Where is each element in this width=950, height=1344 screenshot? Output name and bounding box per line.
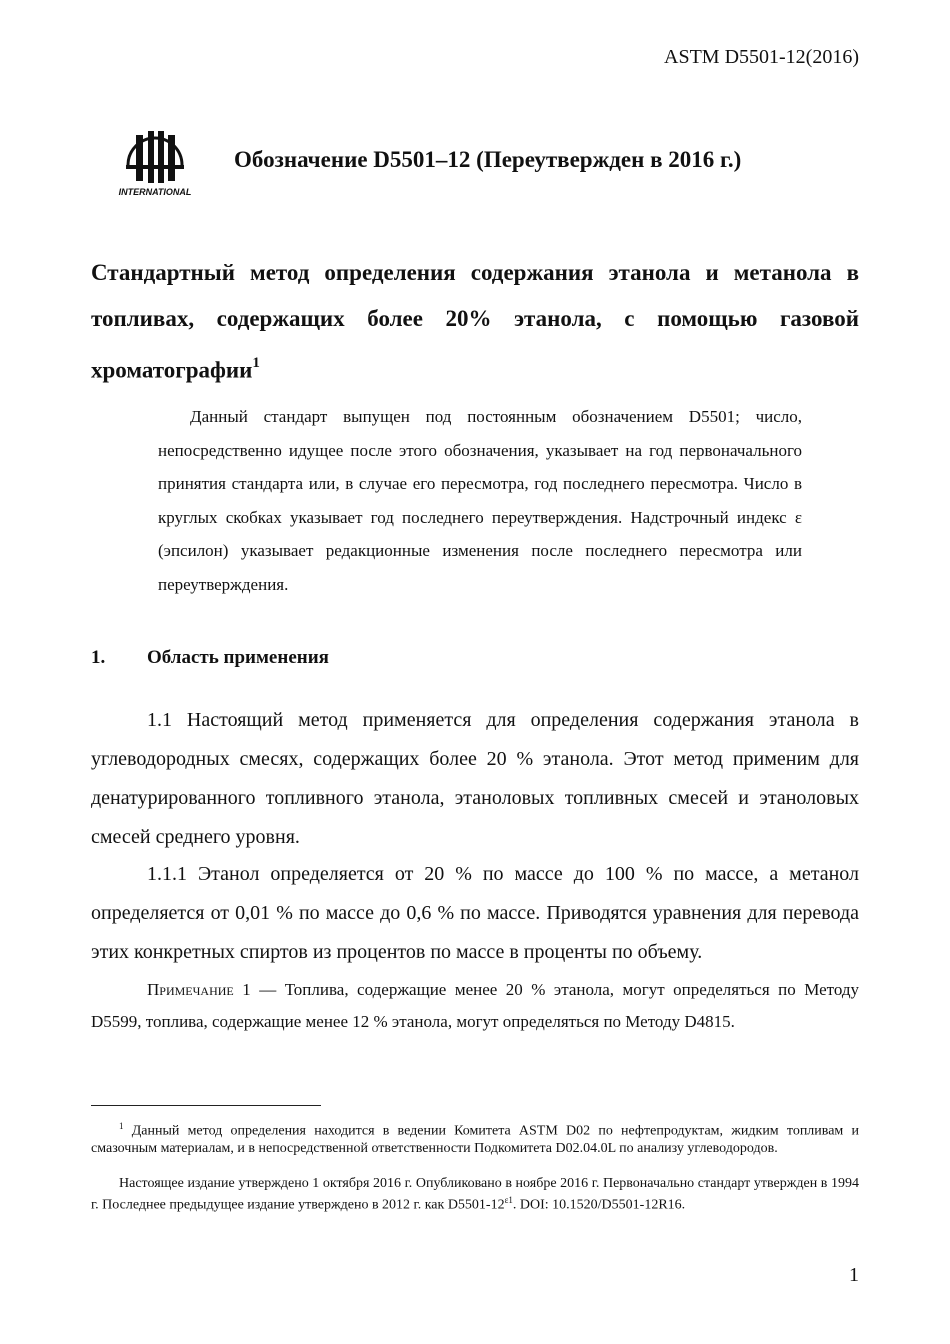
footnote-2-sup: ε1 <box>504 1195 513 1205</box>
note-1 <box>91 974 859 1038</box>
paragraph-1-1-1: 1.1.1 Этанол определяется от 20 % по массе до 100 % по массе, а метанол определяется от 0,01 % по массе до 0,6 % по массе. Приводятся уравнения для перевода этих конкретных спиртов из процентов по массе в проценты по объему. <box>91 863 859 963</box>
footnote-1-text: Данный метод определения находится в ведении Комитета ASTM D02 по нефтепродуктам, жидким топливам и смазочным материалам, и в непосредственной ответственности Подкомитета D02.04.0L по анализу углеводородов. <box>91 1123 859 1156</box>
footnote-divider <box>91 1105 321 1106</box>
designation: Обозначение D5501–12 (Переутвержден в 2016 г.) <box>234 147 742 172</box>
footnote-2-text: Настоящее издание утверждено 1 октября 2016 г. Опубликовано в ноябре 2016 г. Первоначально стандарт утвержден в 1994 г. Последнее предыдущее издание утверждено в 2012 г. как D5501-12 <box>91 1176 859 1213</box>
note-text: — Топлива, содержащие менее 20 % этанола, могут определяться по Методу D5599, топлива, содержащие менее 12 % этанола, могут определяться по Методу D4815. <box>91 980 859 1031</box>
paragraph-1-1: 1.1 Настоящий метод применяется для определения содержания этанола в углеводородных смесях, содержащих более 20 % этанола. Этот метод применим для денатурированного топливного этанола, этаноловых топливных смесей и этаноловых смесей среднего уровня. <box>91 709 859 848</box>
page-number: 1 <box>849 1264 859 1286</box>
title-footnote-mark: 1 <box>252 355 260 371</box>
section-heading <box>91 647 329 669</box>
section-title: Область применения <box>147 647 329 668</box>
footnote-mark: 1 <box>119 1121 124 1131</box>
astm-logo <box>114 125 196 199</box>
footnote-2 <box>91 1175 859 1214</box>
logo-text: INTERNATIONAL <box>118 187 192 197</box>
document-title <box>91 250 859 394</box>
document-code: ASTM D5501-12(2016) <box>664 46 859 68</box>
standard-notice: Данный стандарт выпущен под постоянным обозначением D5501; число, непосредственно идущее после этого обозначения, указывает на год первоначального принятия стандарта или, в случае его пересмотра, год последнего пересмотра. Число в круглых скобках указывает год последнего переутверждения. Надстрочный индекс ε (эпсилон) указывает редакционные изменения после последнего пересмотра или переутверждения. <box>158 407 802 594</box>
footnote-1 <box>91 1118 859 1157</box>
title-text: Стандартный метод определения содержания этанола и метанола в топливах, содержащих более 20% этанола, с помощью газовой хроматографии <box>91 260 859 383</box>
section-number: 1. <box>91 647 106 668</box>
note-label: Примечание 1 <box>147 980 251 999</box>
footnote-2-tail: . DOI: 10.1520/D5501-12R16. <box>512 1197 686 1213</box>
